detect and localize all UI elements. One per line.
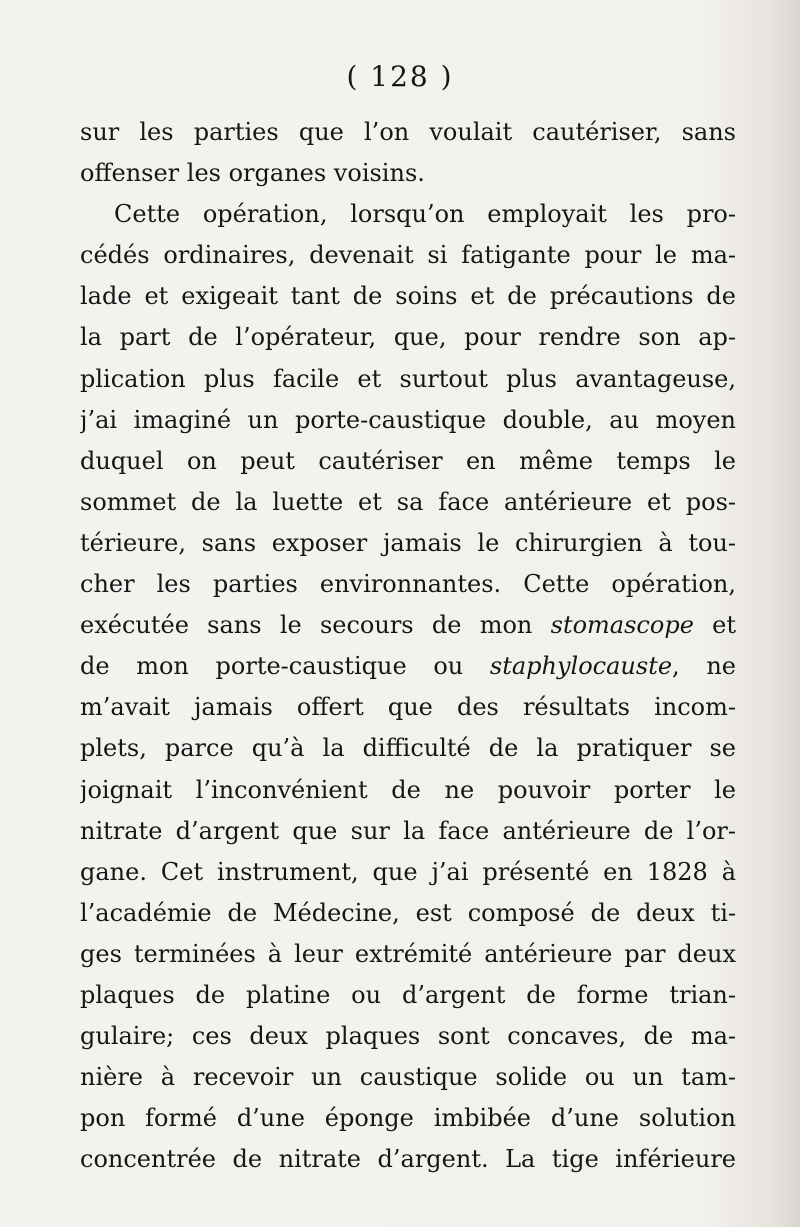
text-segment: et	[693, 611, 736, 640]
text-line: sur les parties que l’on voulait cautériser, sans	[80, 118, 736, 146]
text-line: sommet de la luette et sa face antérieure et pos-	[80, 487, 736, 516]
text-line: plets, parce qu’à la difficulté de la pratiquer se	[80, 734, 736, 763]
text-line: gulaire; ces deux plaques sont concaves, de ma-	[80, 1022, 736, 1051]
text-line: offenser les organes voisins.	[80, 159, 425, 188]
text-line: nière à recevoir un caustique solide ou un tam-	[80, 1063, 736, 1092]
text-line: plaques de platine ou d’argent de forme trian-	[80, 980, 736, 1009]
text-segment: exécutée sans le secours de mon	[80, 611, 551, 640]
page-number: ( 128 )	[346, 60, 454, 93]
italic-term: staphylocauste	[489, 652, 673, 681]
text-line: gane. Cet instrument, que j’ai présenté en 1828 à	[80, 857, 736, 886]
text-line: nitrate d’argent que sur la face antérieure de l’or-	[80, 816, 736, 845]
text-line: m’avait jamais offert que des résultats incom-	[80, 693, 736, 722]
text-line: j’ai imaginé un porte-caustique double, au moyen	[80, 405, 736, 434]
text-line: l’académie de Médecine, est composé de deux ti-	[80, 898, 736, 927]
text-line: duquel on peut cautériser en même temps le	[80, 446, 736, 475]
text-line: plication plus facile et surtout plus avantageuse,	[80, 364, 736, 393]
text-line: cher les parties environnantes. Cette opération,	[80, 570, 736, 599]
text-line: concentrée de nitrate d’argent. La tige inférieure	[80, 1145, 736, 1174]
text-line: cédés ordinaires, devenait si fatigante pour le ma-	[80, 241, 736, 270]
text-segment: , ne	[672, 652, 736, 681]
text-line	[80, 646, 736, 687]
text-line: la part de l’opérateur, que, pour rendre son ap-	[80, 323, 736, 352]
text-line: pon formé d’une éponge imbibée d’une solution	[80, 1104, 736, 1133]
text-line: joignait l’inconvénient de ne pouvoir porter le	[80, 775, 736, 804]
text-line: Cette opération, lorsqu’on employait les pro-	[114, 200, 736, 229]
italic-term: stomascope	[550, 611, 694, 640]
body-text	[80, 112, 736, 1180]
text-line: lade et exigeait tant de soins et de précautions de	[80, 282, 736, 311]
text-line	[80, 605, 736, 646]
text-segment: de mon porte-caustique ou	[80, 652, 490, 681]
text-line: térieure, sans exposer jamais le chirurgien à tou-	[80, 528, 736, 557]
text-line: ges terminées à leur extrémité antérieure par deux	[80, 939, 736, 968]
